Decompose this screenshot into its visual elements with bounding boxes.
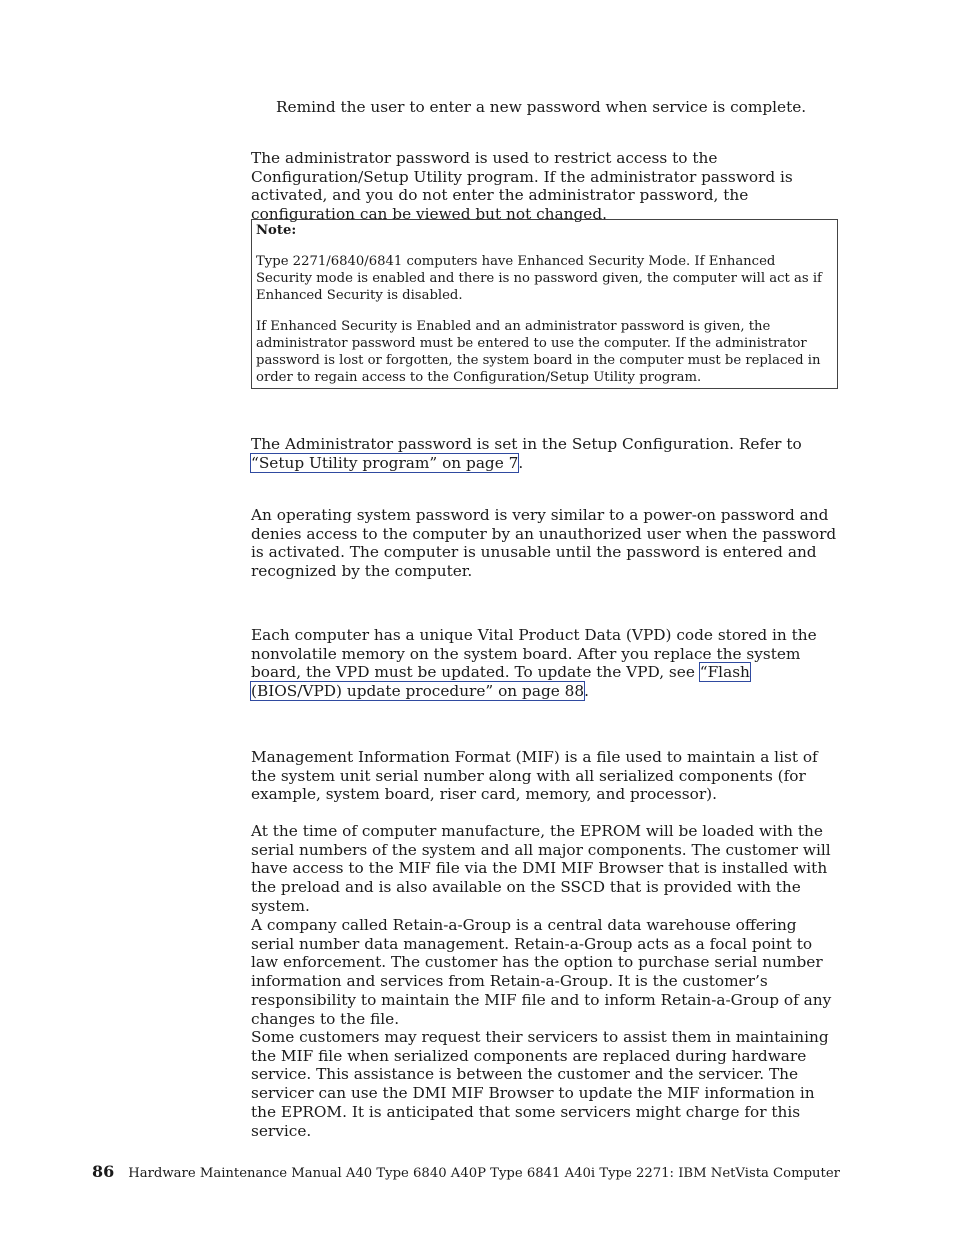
setup-utility-link[interactable]: “Setup Utility program” on page 7: [251, 453, 519, 472]
os-password-paragraph: An operating system password is very similar to a power-on password and denies access to the computer by an unauthorized user when the password is activated. The computer is unusable until the password is entered and recognized by the computer.: [251, 506, 837, 581]
vpd-end: .: [584, 682, 589, 701]
reminder-paragraph: Remind the user to enter a new password when service is complete.: [276, 98, 807, 116]
page-number: 86: [92, 1162, 115, 1181]
vpd-paragraph: [251, 626, 843, 701]
admin-setup-paragraph: [251, 435, 843, 472]
footer-title: Hardware Maintenance Manual A40 Type 6840 A40P Type 6841 A40i Type 2271: IBM NetVista Computer: [128, 1166, 840, 1181]
note-box: [251, 219, 838, 389]
mif-paragraph-1: Management Information Format (MIF) is a file used to maintain a list of the system unit serial number along with all serialized components (for example, system board, riser card, memory, and processor).: [251, 748, 818, 804]
vpd-text: Each computer has a unique Vital Product Data (VPD) code stored in the nonvolatile memory on the system board. After you replace the system board, the VPD must be updated. To update the VPD, see: [251, 626, 817, 682]
admin-password-paragraph: The administrator password is used to restrict access to the Configuration/Setup Utility program. If the administrator password is activated, and you do not enter the administrator password, the configuration can be viewed but not changed.: [251, 149, 793, 224]
admin-setup-end: .: [518, 453, 524, 472]
note-paragraph-2: If Enhanced Security is Enabled and an administrator password is given, the administrator password must be entered to use the computer. If the administrator password is lost or forgotten, the system board in the computer must be replaced in order to regain access to the Configuration/Setup Utility program.: [256, 319, 821, 385]
admin-setup-text: The Administrator password is set in the Setup Configuration. Refer to: [251, 435, 802, 453]
note-paragraph-1: Type 2271/6840/6841 computers have Enhanced Security Mode. If Enhanced Security mode is enabled and there is no password given, the computer will act as if Enhanced Security is disabled.: [256, 254, 822, 303]
mif-paragraph-2: At the time of computer manufacture, the EPROM will be loaded with the serial numbers of the system and all major components. The customer will have access to the MIF file via the DMI MIF Browser that is installed with the preload and is also available on the SSCD that is provided with the system.: [251, 822, 831, 915]
note-title: Note:: [256, 223, 297, 238]
mif-paragraph-3: A company called Retain-a-Group is a central data warehouse offering serial number data management. Retain-a-Group acts as a focal point to law enforcement. The customer has the option to purchase serial number information and services from Retain-a-Group. It is the customer’s responsibility to maintain the MIF file and to inform Retain-a-Group of any changes to the file.: [251, 916, 832, 1028]
flash-update-link[interactable]: “Flash (BIOS/VPD) update procedure” on page 88: [251, 663, 750, 701]
mif-paragraph-4: Some customers may request their servicers to assist them in maintaining the MIF file when serialized components are replaced during hardware service. This assistance is between the customer and the servicer. The servicer can use the DMI MIF Browser to update the MIF information in the EPROM. It is anticipated that some servicers might charge for this service.: [251, 1028, 829, 1140]
page-footer: [92, 1162, 852, 1184]
